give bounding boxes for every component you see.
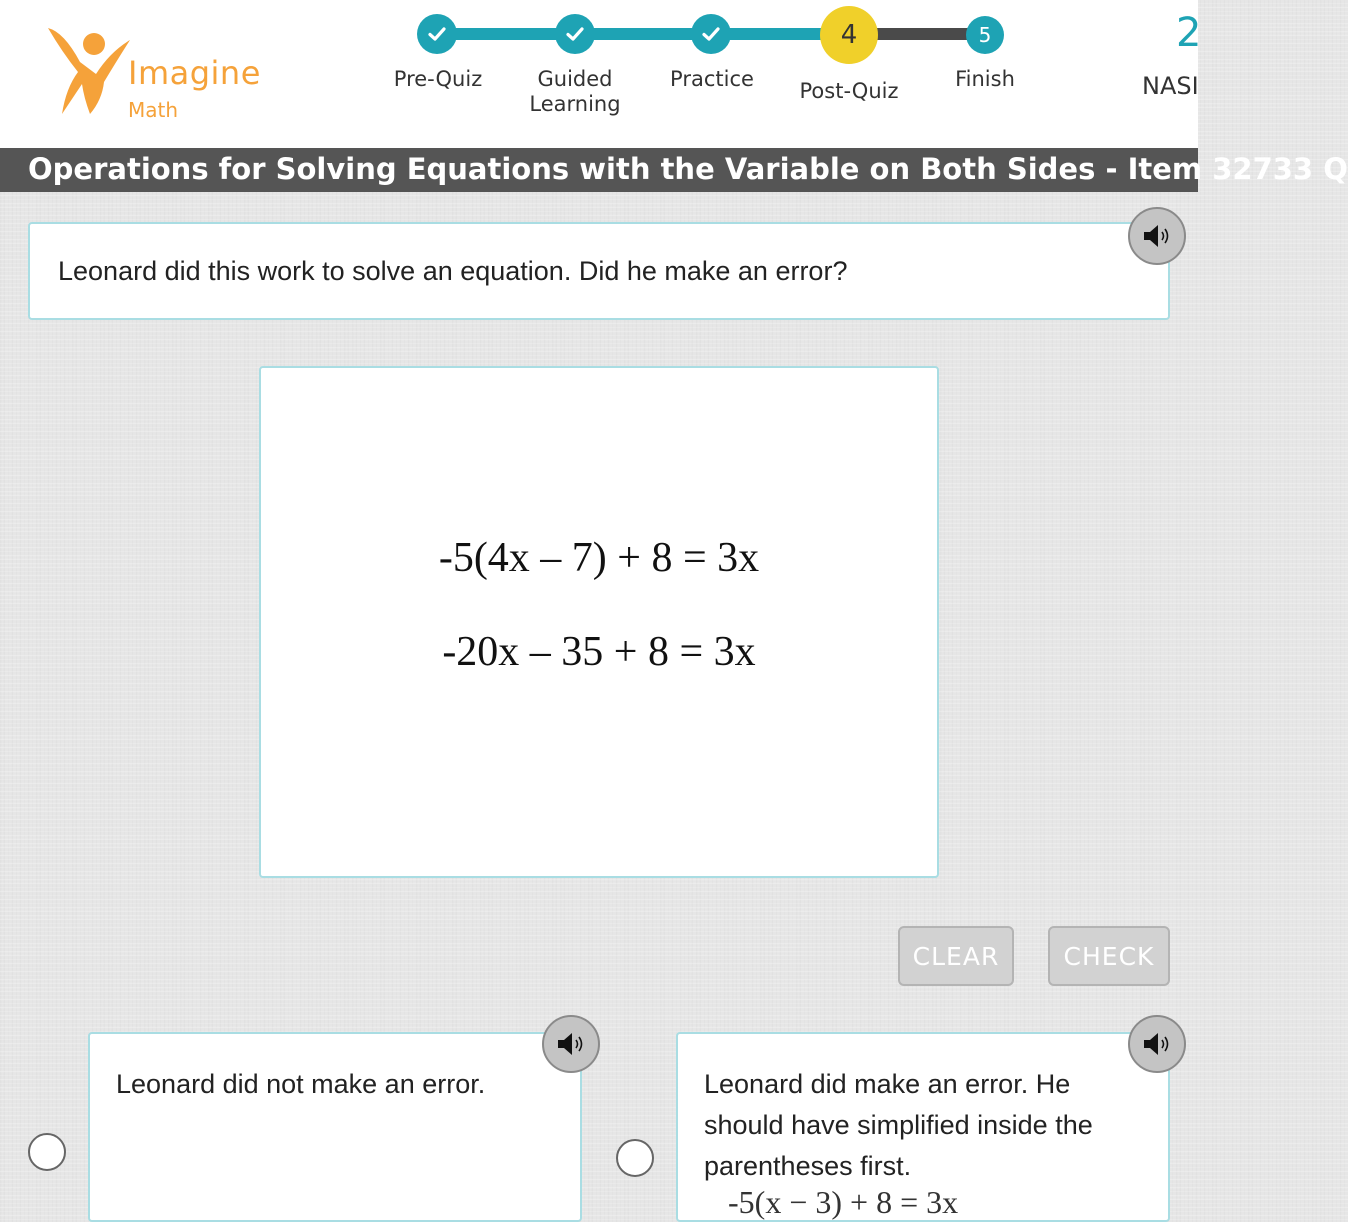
student-work-card	[259, 366, 939, 878]
side-panel-number: 2	[1176, 10, 1202, 56]
question-prompt: Leonard did this work to solve an equation. Did he make an error?	[58, 256, 848, 286]
answer-b-radio[interactable]	[616, 1139, 654, 1177]
progress-track-complete	[438, 28, 850, 40]
question-audio-button[interactable]	[1128, 207, 1186, 265]
question-card	[28, 222, 1170, 320]
work-line-2: -20x – 35 + 8 = 3x	[442, 629, 756, 675]
step-label-finish: Finish	[955, 67, 1015, 91]
answer-choice-a[interactable]	[88, 1032, 582, 1222]
check-icon	[563, 22, 587, 46]
step-post-quiz-current[interactable]	[820, 6, 878, 64]
answer-b-equation-cut-off: -5(x − 3) + 8 = 3x	[728, 1184, 959, 1220]
check-icon	[425, 22, 449, 46]
step-number: 4	[840, 20, 858, 50]
answer-b-audio-button[interactable]	[1128, 1015, 1186, 1073]
logo-wordmark: Imagine	[128, 54, 261, 92]
step-practice-complete[interactable]	[691, 14, 731, 54]
step-guided-learning-complete[interactable]	[555, 14, 595, 54]
clear-button[interactable]: CLEAR	[898, 926, 1014, 986]
answer-a-audio-button[interactable]	[542, 1015, 600, 1073]
lesson-title: Operations for Solving Equations with the Variable on Both Sides - Item 32733 Q	[28, 152, 1348, 186]
lesson-progress-stepper	[0, 0, 1198, 148]
answer-b-text: Leonard did make an error. He should have simplified inside the parentheses first.	[704, 1069, 1093, 1181]
step-label-practice: Practice	[670, 67, 754, 91]
logo-subtitle: Math	[128, 98, 179, 122]
step-number: 5	[978, 23, 992, 47]
step-label-post-quiz: Post-Quiz	[799, 79, 899, 103]
answer-a-text: Leonard did not make an error.	[116, 1069, 486, 1099]
work-line-1: -5(4x – 7) + 8 = 3x	[438, 535, 760, 581]
side-panel-name: NASI	[1142, 72, 1199, 100]
step-label-guided-learning: Guided Learning	[529, 67, 621, 116]
app-header	[0, 0, 1202, 148]
answer-choice-b[interactable]	[676, 1032, 1170, 1222]
step-pre-quiz-complete[interactable]	[417, 14, 457, 54]
speaker-icon	[1141, 222, 1173, 250]
check-button[interactable]: CHECK	[1048, 926, 1170, 986]
lesson-title-bar	[0, 148, 1348, 192]
answer-a-radio[interactable]	[28, 1133, 66, 1171]
speaker-icon	[555, 1030, 587, 1058]
step-label-pre-quiz: Pre-Quiz	[393, 67, 483, 91]
speaker-icon	[1141, 1030, 1173, 1058]
step-finish-upcoming[interactable]	[966, 16, 1004, 54]
check-icon	[699, 22, 723, 46]
